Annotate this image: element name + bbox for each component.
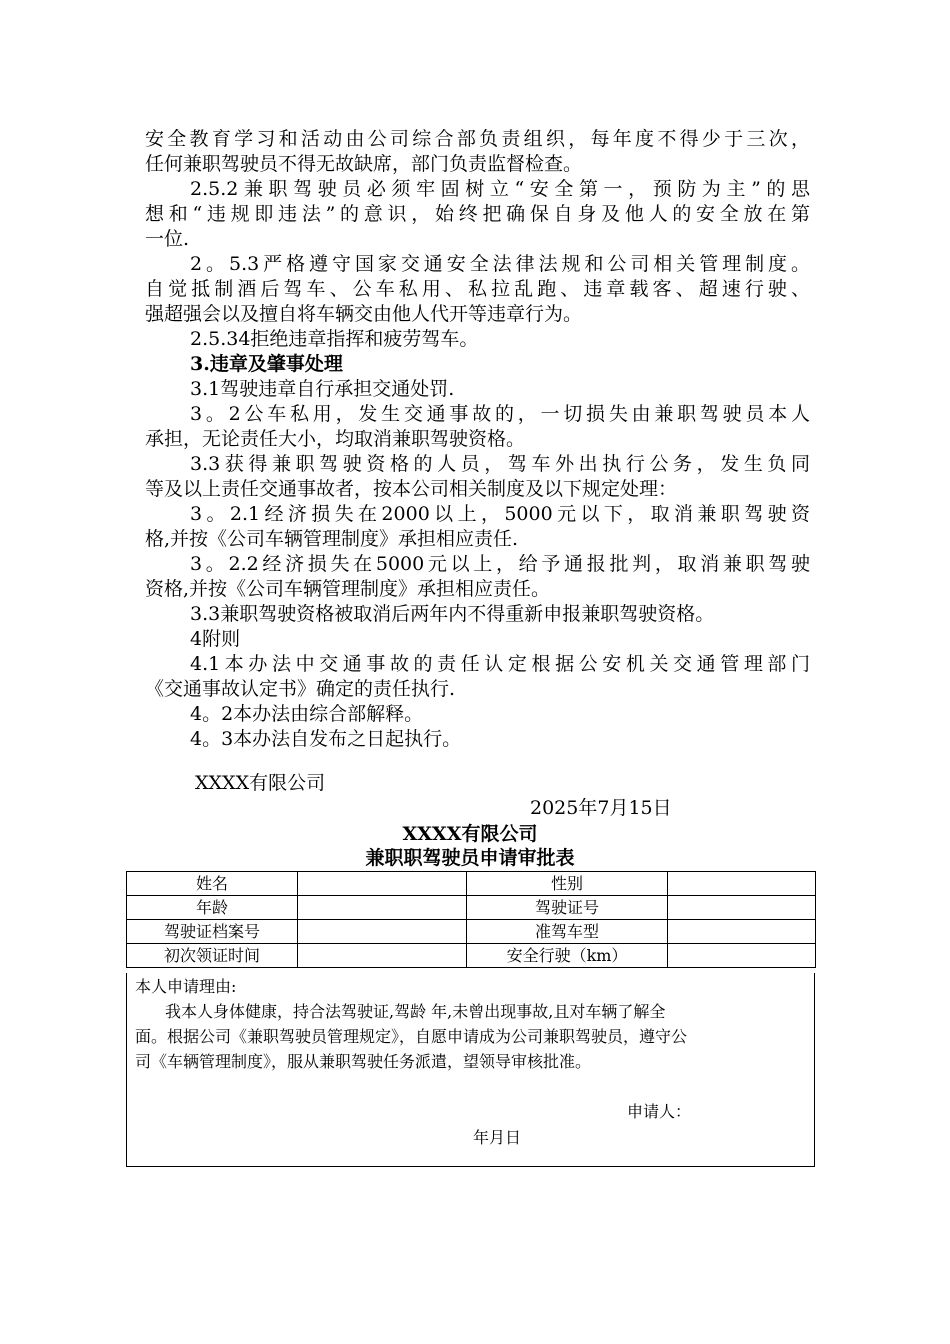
reason-label: 本人申请理由: — [135, 977, 237, 996]
paragraph-line: 自觉抵制酒后驾车、公车私用、私拉乱跑、违章载客、超速行驶、 — [145, 278, 810, 300]
paragraph-line: 3。2.1经济损失在2000以上，5000元以下，取消兼职驾驶资 — [190, 503, 810, 525]
paragraph-line: 2.5.34拒绝违章指挥和疲劳驾车。 — [190, 328, 479, 350]
paragraph-line: 4。3本办法自发布之日起执行。 — [190, 728, 462, 750]
field-value[interactable] — [298, 896, 467, 920]
paragraph-line: 4.1本办法中交通事故的责任认定根据公安机关交通管理部门 — [190, 653, 810, 675]
paragraph-line: 安全教育学习和活动由公司综合部负责组织，每年度不得少于三次， — [145, 128, 810, 150]
field-label: 安全行驶（km） — [467, 944, 668, 968]
application-form-table — [126, 871, 816, 968]
paragraph-line: 《交通事故认定书》确定的责任执行. — [145, 678, 456, 700]
application-reason-box[interactable] — [126, 973, 815, 1167]
paragraph-line: 承担，无论责任大小，均取消兼职驾驶资格。 — [145, 428, 526, 450]
paragraph-line: 一位. — [145, 228, 190, 250]
field-value[interactable] — [668, 944, 816, 968]
paragraph-line: 2.5.2兼职驾驶员必须牢固树立“安全第一，预防为主”的思 — [190, 178, 810, 200]
field-value[interactable] — [668, 872, 816, 896]
paragraph-line: 3.3兼职驾驶资格被取消后两年内不得重新申报兼职驾驶资格。 — [190, 603, 715, 625]
field-value[interactable] — [298, 872, 467, 896]
paragraph-line: 格,并按《公司车辆管理制度》承担相应责任. — [145, 528, 519, 550]
applicant-label: 申请人： — [627, 1102, 692, 1121]
paragraph-line: 4。2本办法由综合部解释。 — [190, 703, 424, 725]
section-heading: 4附则 — [190, 628, 241, 650]
field-label: 性别 — [467, 872, 668, 896]
application-date-label: 年月日 — [473, 1128, 522, 1147]
table-row — [127, 944, 816, 968]
reason-text-line: 面。根据公司《兼职驾驶员管理规定》，自愿申请成为公司兼职驾驶员，遵守公 — [135, 1027, 688, 1046]
table-row — [127, 872, 816, 896]
table-row — [127, 896, 816, 920]
paragraph-line: 3。2.2经济损失在5000元以上，给予通报批判，取消兼职驾驶 — [190, 553, 810, 575]
field-label: 驾驶证号 — [467, 896, 668, 920]
field-label: 准驾车型 — [467, 920, 668, 944]
form-title: 兼职职驾驶员申请审批表 — [365, 847, 575, 869]
field-label: 年龄 — [127, 896, 298, 920]
paragraph-line: 2。5.3严格遵守国家交通安全法律法规和公司相关管理制度。 — [190, 253, 810, 275]
form-title-company: XXXX有限公司 — [402, 823, 538, 845]
table-row — [127, 920, 816, 944]
field-value[interactable] — [668, 896, 816, 920]
paragraph-line: 等及以上责任交通事故者，按本公司相关制度及以下规定处理： — [145, 478, 678, 500]
field-value[interactable] — [298, 944, 467, 968]
paragraph-line: 想和“违规即违法”的意识，始终把确保自身及他人的安全放在第 — [145, 203, 810, 225]
paragraph-line: 任何兼职驾驶员不得无故缺席，部门负责监督检查。 — [145, 153, 583, 175]
paragraph-line: 3.3获得兼职驾驶资格的人员，驾车外出执行公务，发生负同 — [190, 453, 810, 475]
field-label: 驾驶证档案号 — [127, 920, 298, 944]
paragraph-line: 3.1驾驶违章自行承担交通处罚. — [190, 378, 455, 400]
paragraph-line: 3。2公车私用，发生交通事故的，一切损失由兼职驾驶员本人 — [190, 403, 810, 425]
field-label: 姓名 — [127, 872, 298, 896]
signature-date: 2025年7月15日 — [530, 797, 672, 819]
paragraph-line: 强超强会以及擅自将车辆交由他人代开等违章行为。 — [145, 303, 583, 325]
signature-company: XXXX有限公司 — [195, 772, 326, 794]
section-heading: 3.违章及肇事处理 — [190, 353, 343, 375]
reason-text-line: 我本人身体健康，持合法驾驶证,驾龄 年,未曾出现事故,且对车辆了解全 — [165, 1002, 666, 1021]
field-label: 初次领证时间 — [127, 944, 298, 968]
field-value[interactable] — [668, 920, 816, 944]
paragraph-line: 资格,并按《公司车辆管理制度》承担相应责任。 — [145, 578, 551, 600]
field-value[interactable] — [298, 920, 467, 944]
reason-text-line: 司《车辆管理制度》，服从兼职驾驶任务派遣，望领导审核批准。 — [135, 1052, 592, 1071]
